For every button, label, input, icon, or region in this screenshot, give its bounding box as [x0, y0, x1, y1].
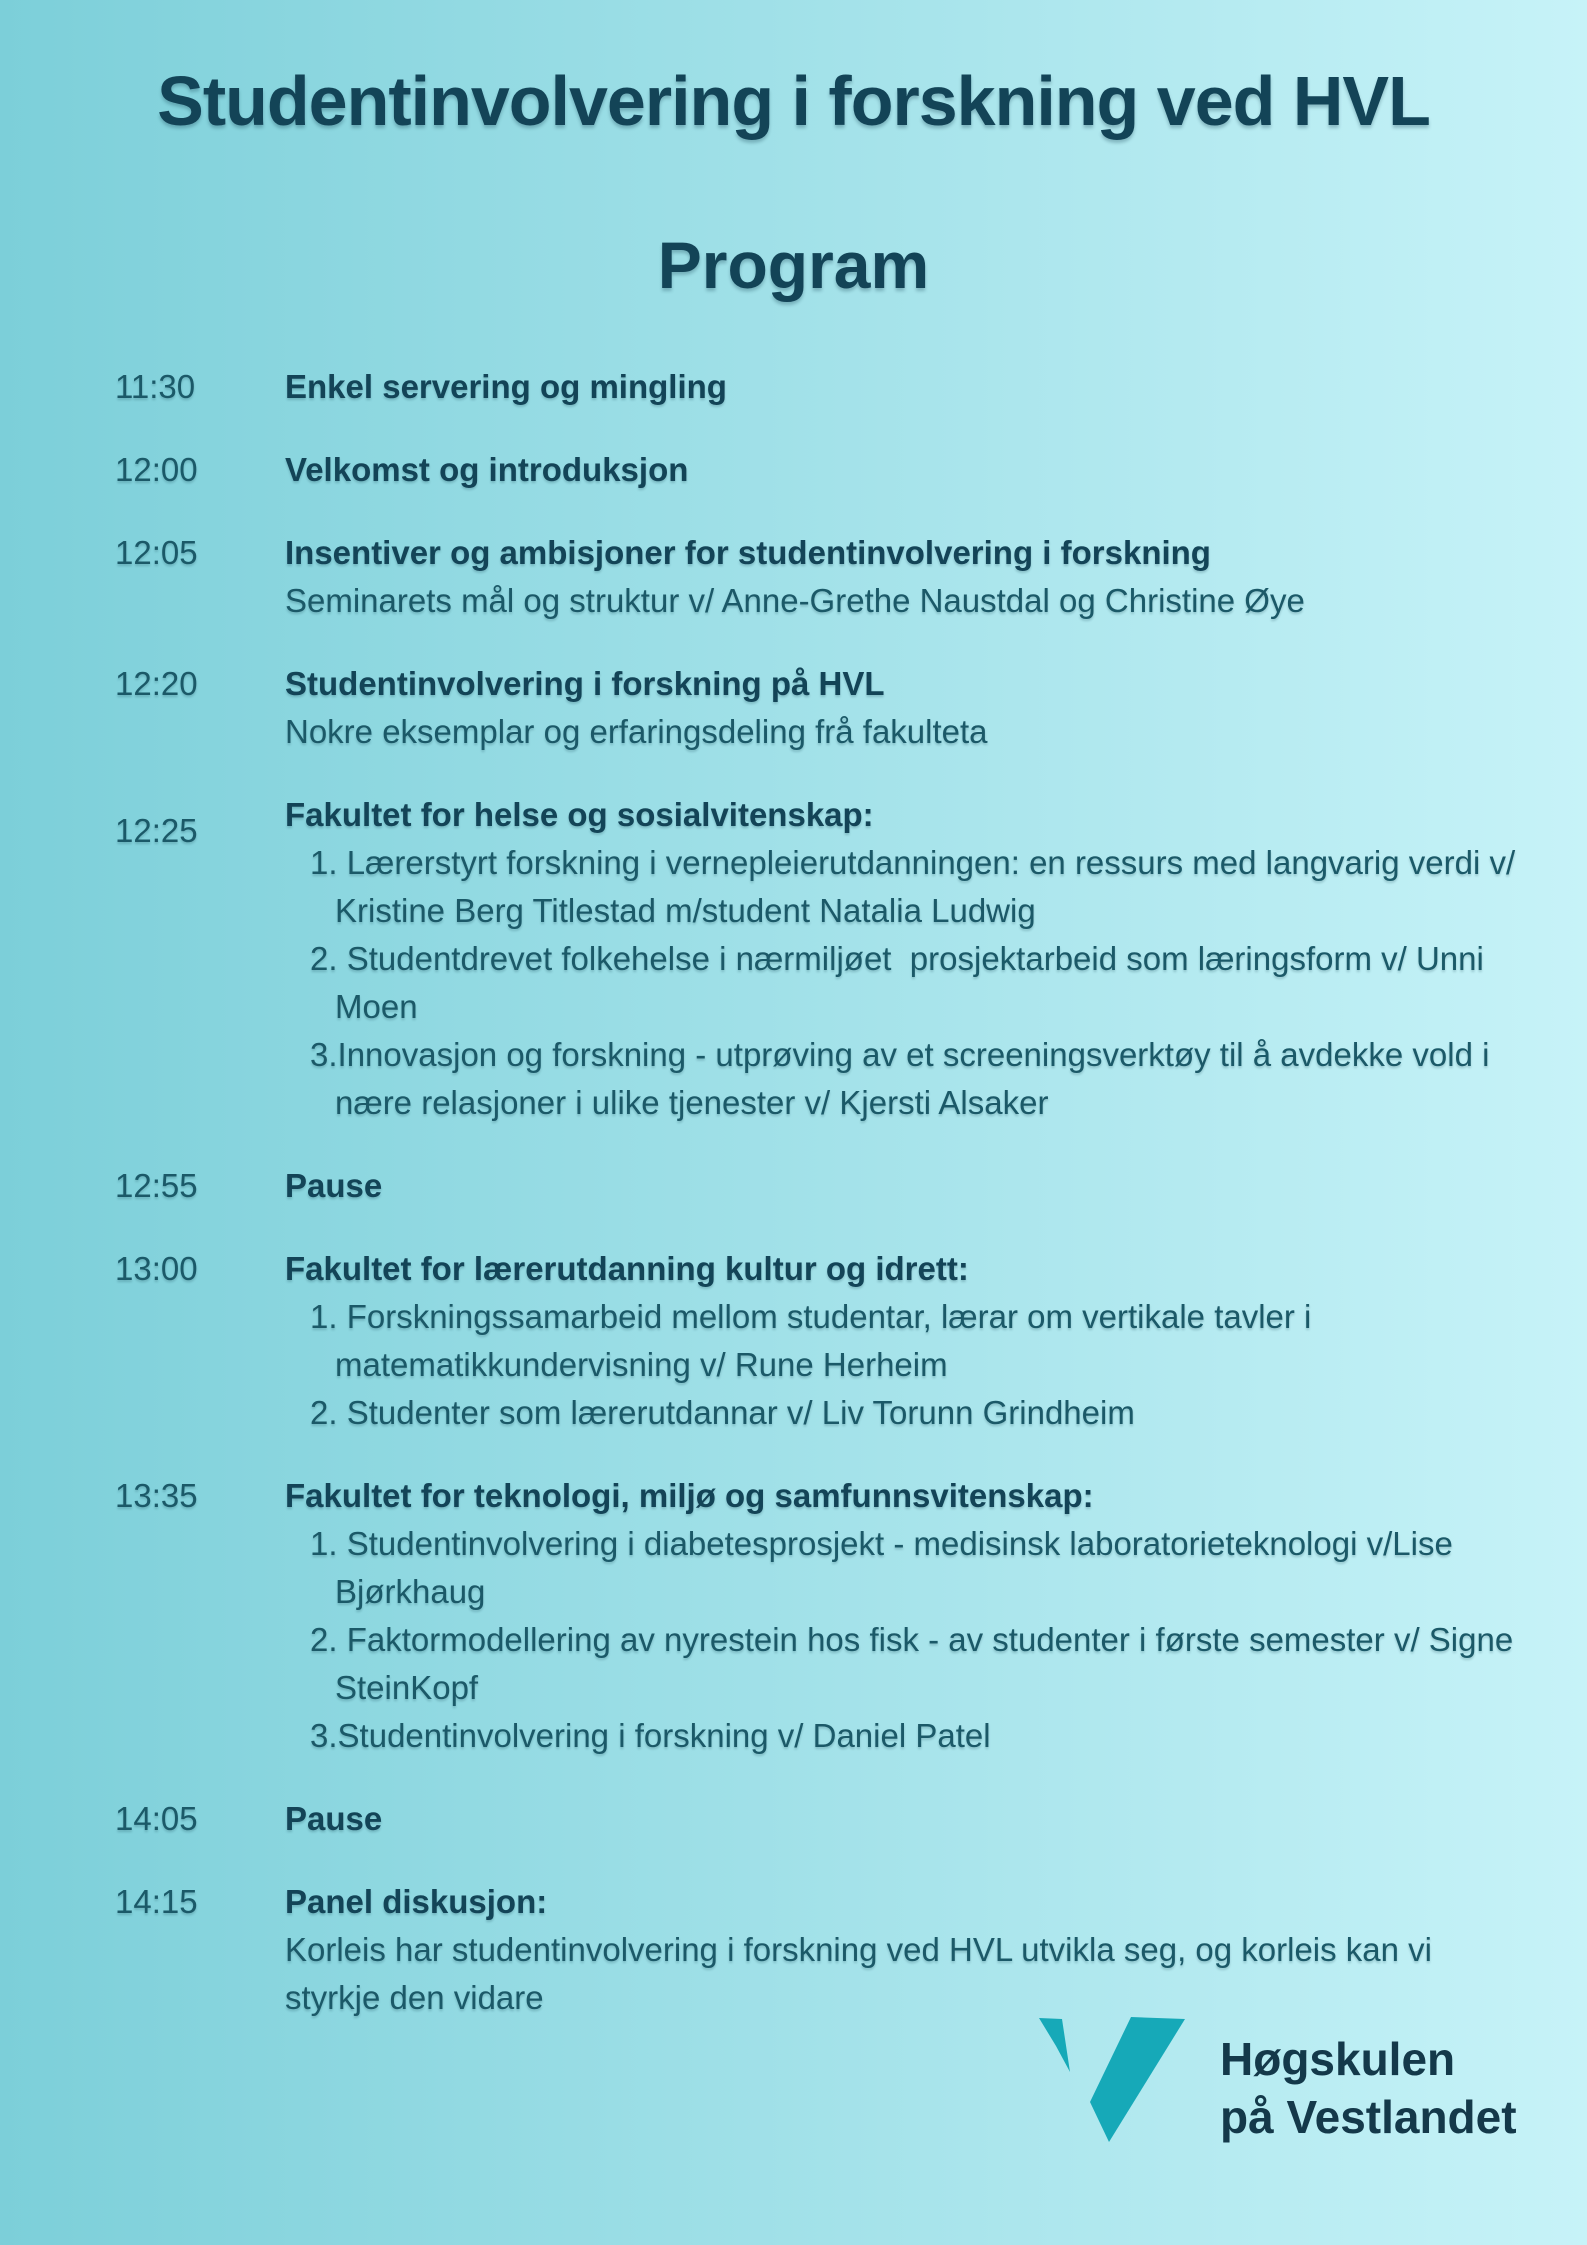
session-title: Pause — [285, 1799, 383, 1837]
session-title: Fakultet for helse og sosialvitenskap: — [285, 795, 874, 833]
page-subtitle: Program — [657, 227, 930, 302]
hvl-logo-text — [1220, 2030, 1517, 2146]
item-marker: 3. — [310, 1035, 338, 1073]
list-item — [285, 1712, 1517, 1760]
list-item — [285, 1389, 1517, 1437]
session-title: Pause — [285, 1166, 383, 1204]
item-marker: 2. — [310, 939, 347, 977]
session-title: Insentiver og ambisjoner for studentinvolvering i forskning — [285, 533, 1211, 571]
schedule-row — [115, 446, 1517, 494]
session-list — [285, 839, 1525, 1127]
time-label: 12:00 — [115, 450, 198, 488]
hvl-logo-line2: på Vestlandet — [1220, 2091, 1517, 2143]
session-content — [285, 1245, 1517, 1437]
schedule-row — [115, 1245, 1517, 1437]
list-item — [285, 1616, 1523, 1712]
list-item — [285, 839, 1525, 935]
schedule-row — [115, 1472, 1523, 1760]
hvl-logo-line1: Høgskulen — [1220, 2033, 1456, 2085]
session-content — [285, 446, 1517, 494]
list-item — [285, 935, 1517, 1031]
hvl-logo-mark-icon — [1035, 2012, 1188, 2146]
item-text: Forskningssamarbeid mellom studentar, lærar om vertikale tavler i matematikkundervisning v/ Rune Herheim — [335, 1297, 1321, 1383]
session-list — [285, 1293, 1517, 1437]
session-description: Korleis har studentinvolvering i forskning ved HVL utvikla seg, og korleis kan vi styrkje den vidare — [285, 1930, 1433, 2016]
time-label: 13:00 — [115, 1249, 198, 1287]
session-content — [285, 660, 1517, 756]
session-content — [285, 363, 1517, 411]
item-marker: 2. — [310, 1620, 347, 1658]
item-text: Studentinvolvering i diabetesprosjekt - medisinsk laboratorieteknologi v/Lise Bjørkhaug — [335, 1524, 1462, 1610]
item-marker: 1. — [310, 1297, 347, 1335]
time-label: 12:25 — [115, 811, 198, 849]
session-content — [285, 1795, 1517, 1843]
session-content — [285, 791, 1525, 1127]
session-description: Seminarets mål og struktur v/ Anne-Grethe Naustdal og Christine Øye — [285, 581, 1305, 619]
schedule-row — [115, 1795, 1517, 1843]
session-title: Studentinvolvering i forskning på HVL — [285, 664, 885, 702]
schedule-row — [115, 363, 1517, 411]
session-content — [285, 1472, 1523, 1760]
time-label: 12:55 — [115, 1166, 198, 1204]
item-text: Faktormodellering av nyrestein hos fisk - av studenter i første semester v/ Signe SteinKopf — [335, 1620, 1523, 1706]
item-text: Studentinvolvering i forskning v/ Daniel Patel — [337, 1716, 991, 1754]
session-content — [285, 1162, 1517, 1210]
item-text: Lærerstyrt forskning i vernepleierutdanningen: en ressurs med langvarig verdi v/ Kristine Berg Titlestad m/student Natalia Ludwig — [335, 843, 1525, 929]
time-label: 11:30 — [115, 367, 196, 405]
list-item — [285, 1031, 1517, 1127]
item-marker: 1. — [310, 1524, 347, 1562]
session-title: Fakultet for lærerutdanning kultur og idrett: — [285, 1249, 969, 1287]
session-list — [285, 1520, 1523, 1760]
schedule-row — [115, 1878, 1517, 2022]
page-title: Studentinvolvering i forskning ved HVL — [157, 62, 1430, 140]
list-item — [285, 1520, 1517, 1616]
item-marker: 2. — [310, 1393, 347, 1431]
session-title: Velkomst og introduksjon — [285, 450, 689, 488]
session-title: Enkel servering og mingling — [285, 367, 727, 405]
time-label: 12:20 — [115, 664, 198, 702]
session-content — [285, 1878, 1517, 2022]
session-title: Fakultet for teknologi, miljø og samfunnsvitenskap: — [285, 1476, 1094, 1514]
session-title: Panel diskusjon: — [285, 1882, 548, 1920]
hvl-logo — [1035, 2012, 1517, 2146]
item-text: Studentdrevet folkehelse i nærmiljøet prosjektarbeid som læringsform v/ Unni Moen — [335, 939, 1494, 1025]
time-label: 14:15 — [115, 1882, 198, 1920]
time-label: 12:05 — [115, 533, 198, 571]
schedule-row — [115, 529, 1517, 625]
time-label: 14:05 — [115, 1799, 198, 1837]
item-marker: 3. — [310, 1716, 338, 1754]
list-item — [285, 1293, 1517, 1389]
schedule-row — [115, 1162, 1517, 1210]
item-marker: 1. — [310, 843, 347, 881]
time-label: 13:35 — [115, 1476, 198, 1514]
program-schedule — [0, 363, 1587, 2022]
schedule-row — [115, 791, 1525, 1127]
session-content — [285, 529, 1517, 625]
schedule-row — [115, 660, 1517, 756]
item-text: Innovasjon og forskning - utprøving av et screeningsverktøy til å avdekke vold i nære relasjoner i ulike tjenester v/ Kjersti Alsaker — [335, 1035, 1499, 1121]
session-description: Nokre eksemplar og erfaringsdeling frå fakulteta — [285, 712, 988, 750]
item-text: Studenter som lærerutdannar v/ Liv Torunn Grindheim — [346, 1393, 1135, 1431]
